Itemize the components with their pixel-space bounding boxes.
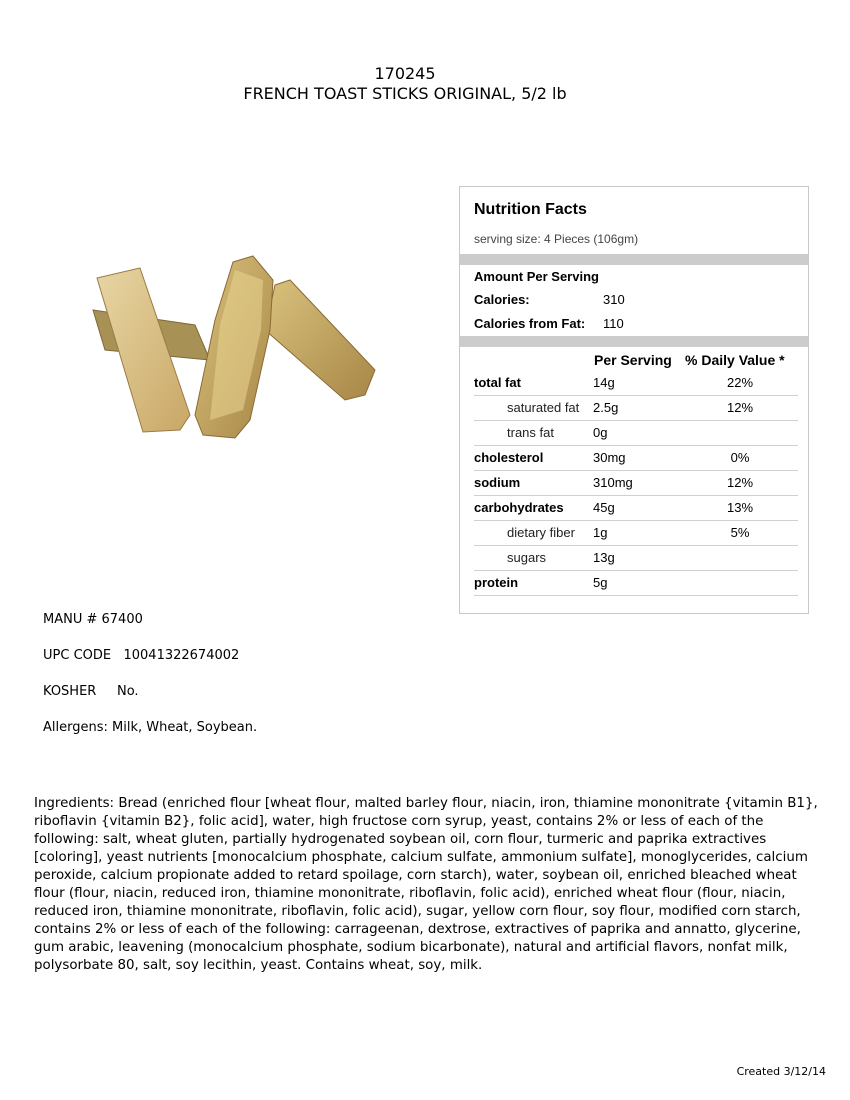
nutrition-facts-panel [459,186,809,614]
nutrient-label: sugars [507,550,547,565]
nutrient-row-sugars [474,546,798,571]
nutrient-daily-value: 12% [726,475,754,490]
french-toast-sticks-icon [85,250,385,440]
french-toast-sticks-photo [85,250,385,440]
nutrient-daily-value: 22% [726,375,754,390]
product-name: FRENCH TOAST STICKS ORIGINAL, 5/2 lb [243,84,567,103]
kosher-status: KOSHER No. [43,684,139,699]
nutrient-daily-value: 5% [730,525,750,540]
amount-per-serving-label: Amount Per Serving [474,269,599,284]
calories-label: Calories: [474,292,530,307]
nutrient-label: dietary fiber [507,525,575,540]
divider-bar [460,254,808,265]
nutrient-amount: 1g [593,525,608,540]
nutrient-row-dietary-fiber [474,521,798,546]
nutrient-daily-value: 0% [730,450,750,465]
nutrient-daily-value: 12% [726,400,754,415]
nutrient-label: saturated fat [507,400,580,415]
allergens: Allergens: Milk, Wheat, Soybean. [43,720,258,735]
nutrient-row-cholesterol [474,446,798,471]
nutrient-row-trans-fat [474,421,798,446]
ingredients-text: Ingredients: Bread (enriched flour [wheat flour, malted barley flour, niacin, iron, thiamine mononitrate {vitamin B1}, riboflavin {vitamin B2}, folic acid], water, high fructose corn syrup, yeast, contains 2% or less of each of the following: salt, wheat gluten, partially hydrogenated soybean oil, corn flour, turmeric and paprika extractives [coloring], yeast nutrients [monocalcium phosphate, calcium sulfate, ammonium sulfate], monoglycerides, calcium peroxide, calcium propionate added to retard spoilage, corn starch), water, soybean oil, enriched bleached wheat flour (flour, niacin, reduced iron, thiamine mononitrate, riboflavin, folic acid), enriched wheat flour (flour, niacin, reduced iron, thiamine mononitrate, riboflavin, folic acid), sugar, yellow corn flour, soy flour, modified corn starch, contains 2% or less of each of the following: carrageenan, dextrose, extractives of paprika and annatto, glycerine, gum arabic, leavening (monocalcium phosphate, sodium bicarbonate), natural and artificial flavors, nonfat milk, polysorbate 80, salt, soy lecithin, yeast. Contains wheat, soy, milk. [34,796,818,973]
nutrient-label: trans fat [507,425,554,440]
upc-code: UPC CODE 10041322674002 [43,648,240,663]
created-date: Created 3/12/14 [736,1065,826,1078]
nutrient-row-sodium [474,471,798,496]
nutrient-label: cholesterol [474,450,544,465]
nutrient-row-saturated-fat [474,396,798,421]
divider-bar [460,336,808,347]
nutrient-row-carbohydrates [474,496,798,521]
calories-value: 310 [603,292,625,307]
nutrient-daily-value: 13% [726,500,754,515]
manufacturer-number: MANU # 67400 [43,612,143,627]
per-serving-header: Per Serving [594,352,672,368]
nutrient-label: carbohydrates [474,500,564,515]
item-number: 170245 [374,64,436,83]
daily-value-header: % Daily Value * [685,352,785,368]
nutrient-table [474,371,798,596]
page-header [0,64,810,104]
nutrient-amount: 14g [593,375,615,390]
nutrient-amount: 2.5g [593,400,619,415]
nutrient-amount: 5g [593,575,608,590]
nutrient-amount: 0g [593,425,608,440]
nutrient-label: protein [474,575,519,590]
nutrition-facts-title: Nutrition Facts [474,201,587,218]
nutrient-amount: 45g [593,500,615,515]
nutrient-amount: 30mg [593,450,626,465]
nutrient-amount: 310mg [593,475,633,490]
serving-size: serving size: 4 Pieces (106gm) [474,232,639,246]
nutrient-row-protein [474,571,798,596]
calories-from-fat-label: Calories from Fat: [474,316,586,331]
nutrient-amount: 13g [593,550,615,565]
nutrient-label: sodium [474,475,521,490]
nutrient-label: total fat [474,375,521,390]
nutrient-row-total-fat [474,371,798,396]
calories-from-fat-value: 110 [603,316,624,331]
